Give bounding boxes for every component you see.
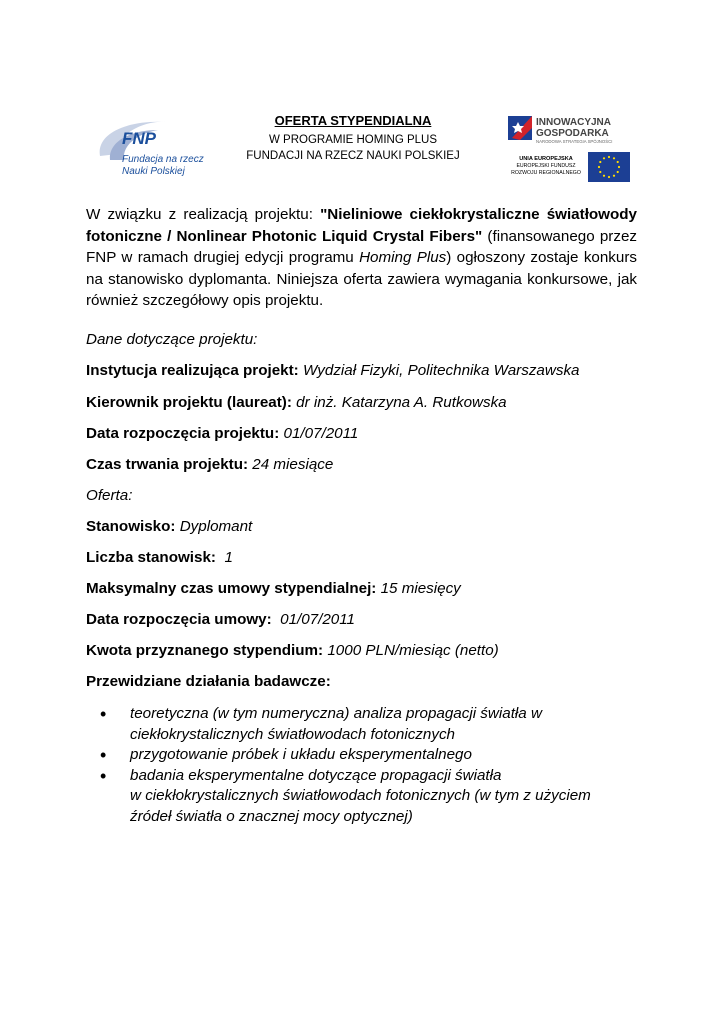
- count-label: Liczba stanowisk:: [86, 549, 216, 566]
- ig-line3: NARODOWA STRATEGIA SPÓJNOŚCI: [536, 139, 613, 144]
- activity-1-line1: • teoretyczna (w tym numeryczna) analiza propagacji światła w: [130, 705, 542, 722]
- list-item: [100, 704, 640, 745]
- section-project-heading: Dane dotyczące projektu:: [86, 331, 258, 348]
- program-name: Homing Plus: [359, 249, 447, 266]
- fnp-logo: [96, 116, 226, 182]
- fnp-name-line1: Fundacja na rzecz: [122, 154, 204, 165]
- position-label: Stanowisko:: [86, 518, 176, 535]
- contract-start-row: [86, 610, 355, 630]
- intro-part3: ) ogłoszony zostaje konkurs na stanowisko dyplomanta. Niniejsza oferta zawiera wymagania konkursowe, jak również szczegółowy opis projektu.: [86, 249, 637, 309]
- activity-2-line1: • przygotowanie próbek i układu eksperymentalnego: [130, 746, 472, 763]
- max-duration-row: [86, 579, 461, 599]
- activity-3-line1: • badania eksperymentalne dotyczące propagacji światła: [130, 766, 502, 784]
- amount-row: [86, 641, 499, 661]
- activities-list: [100, 704, 640, 827]
- header-block: [240, 112, 466, 164]
- project-start-value: 01/07/2011: [283, 425, 359, 442]
- amount-label: Kwota przyznanego stypendium:: [86, 642, 324, 659]
- max-duration-label: Maksymalny czas umowy stypendialnej:: [86, 580, 377, 597]
- list-item: [100, 766, 640, 828]
- contract-start-label: Data rozpoczęcia umowy:: [86, 611, 272, 628]
- count-value: 1: [224, 549, 233, 566]
- activity-3-line2: w ciekłokrystalicznych światłowodach fotonicznych (w tym z użyciem: [130, 787, 591, 804]
- section-offer-heading: Oferta:: [86, 487, 133, 504]
- eu-line1: UNIA EUROPEJSKA: [519, 156, 573, 162]
- activity-1-line2: ciekłokrystalicznych światłowodach fotonicznych: [130, 725, 455, 743]
- intro-part2: (finansowanego przez FNP w ramach drugiej edycji programu: [86, 227, 638, 266]
- list-item: [100, 745, 640, 766]
- institution-value: Wydział Fizyki, Politechnika Warszawska: [302, 362, 580, 379]
- institution-label: Instytucja realizująca projekt:: [86, 362, 299, 379]
- max-duration-value: 15 miesięcy: [380, 580, 461, 597]
- intro-part1: W związku z realizacją projektu:: [86, 206, 321, 223]
- institution-row: [86, 361, 579, 381]
- amount-value: 1000 PLN/miesiąc (netto): [327, 642, 499, 659]
- position-row: [86, 517, 252, 537]
- header-subtitle-1: W PROGRAMIE HOMING PLUS: [268, 134, 438, 146]
- duration-label: Czas trwania projektu:: [86, 456, 249, 473]
- innowacyjna-gospodarka-logo: [508, 110, 630, 150]
- project-start-row: [86, 424, 358, 444]
- activity-3-line3: źródeł światła o znacznej mocy optycznej): [130, 807, 413, 825]
- eu-logo: [504, 150, 632, 184]
- manager-row: [86, 393, 507, 413]
- project-start-label: Data rozpoczęcia projektu:: [86, 425, 280, 442]
- count-row: [86, 548, 233, 568]
- header-subtitle-2: FUNDACJI NA RZECZ NAUKI POLSKIEJ: [246, 150, 460, 162]
- contract-start-value: 01/07/2011: [280, 611, 356, 628]
- duration-value: 24 miesiące: [252, 456, 334, 473]
- document-title: OFERTA STYPENDIALNA: [274, 113, 432, 128]
- fnp-abbr: FNP: [122, 129, 156, 148]
- ig-line1: INNOWACYJNA: [536, 117, 612, 128]
- ig-line2: GOSPODARKA: [536, 128, 609, 139]
- duration-row: [86, 455, 333, 475]
- manager-label: Kierownik projektu (laureat):: [86, 394, 292, 411]
- eu-line2: EUROPEJSKI FUNDUSZ: [516, 163, 576, 169]
- project-title: "Nieliniowe ciekłokrystaliczne światłowody fotoniczne / Nonlinear Photonic Liquid Crystal Fibers": [86, 206, 638, 245]
- activities-heading: Przewidziane działania badawcze:: [86, 673, 331, 690]
- manager-value: dr inż. Katarzyna A. Rutkowska: [296, 394, 507, 411]
- position-value: Dyplomant: [179, 518, 253, 535]
- fnp-name-line2: Nauki Polskiej: [122, 166, 185, 177]
- eu-line3: ROZWOJU REGIONALNEGO: [511, 170, 581, 176]
- intro-paragraph: [86, 204, 637, 312]
